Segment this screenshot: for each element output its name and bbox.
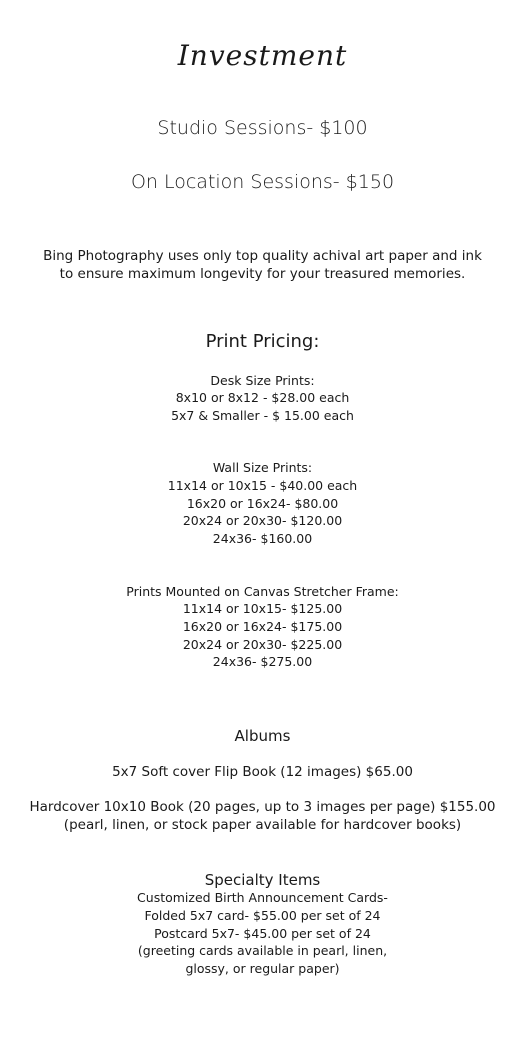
print-pricing-heading: Print Pricing: [205,331,320,352]
albums-heading: Albums [234,727,291,745]
wall-price-item: 11x14 or 10x15 - $40.00 each [167,478,358,493]
desk-price-item: 8x10 or 8x12 - $28.00 each [175,390,350,405]
location-sessions-price: On Location Sessions- $150 [130,171,395,193]
canvas-price-item: 24x36- $275.00 [212,654,313,669]
canvas-price-item: 20x24 or 20x30- $225.00 [182,637,343,652]
specialty-line: (greeting cards available in pearl, linen, [137,943,388,958]
hardcover-book-price: Hardcover 10x10 Book (20 pages, up to 3 images per page) $155.00 [29,799,496,815]
flip-book-price: 5x7 Soft cover Flip Book (12 images) $65.00 [112,764,413,780]
intro-line-2: to ensure maximum longevity for your treasured memories. [59,266,466,282]
canvas-prints-heading: Prints Mounted on Canvas Stretcher Frame: [126,584,399,599]
intro-line-1: Bing Photography uses only top quality achival art paper and ink [43,248,482,264]
page-title: Investment [177,39,348,72]
specialty-line: Folded 5x7 card- $55.00 per set of 24 [144,908,381,923]
wall-price-item: 20x24 or 20x30- $120.00 [182,513,343,528]
hardcover-paper-note: (pearl, linen, or stock paper available for hardcover books) [63,817,462,833]
specialty-heading: Specialty Items [204,871,321,889]
specialty-line: Postcard 5x7- $45.00 per set of 24 [154,926,371,941]
studio-sessions-price: Studio Sessions- $100 [157,117,368,139]
desk-price-item: 5x7 & Smaller - $ 15.00 each [171,408,354,423]
wall-prints-heading: Wall Size Prints: [212,460,313,475]
canvas-price-item: 11x14 or 10x15- $125.00 [182,601,343,616]
wall-price-item: 24x36- $160.00 [212,531,313,546]
canvas-price-item: 16x20 or 16x24- $175.00 [182,619,343,634]
specialty-line: glossy, or regular paper) [185,961,340,976]
specialty-line: Customized Birth Announcement Cards- [137,890,388,905]
wall-price-item: 16x20 or 16x24- $80.00 [186,496,339,511]
desk-prints-heading: Desk Size Prints: [210,373,315,388]
